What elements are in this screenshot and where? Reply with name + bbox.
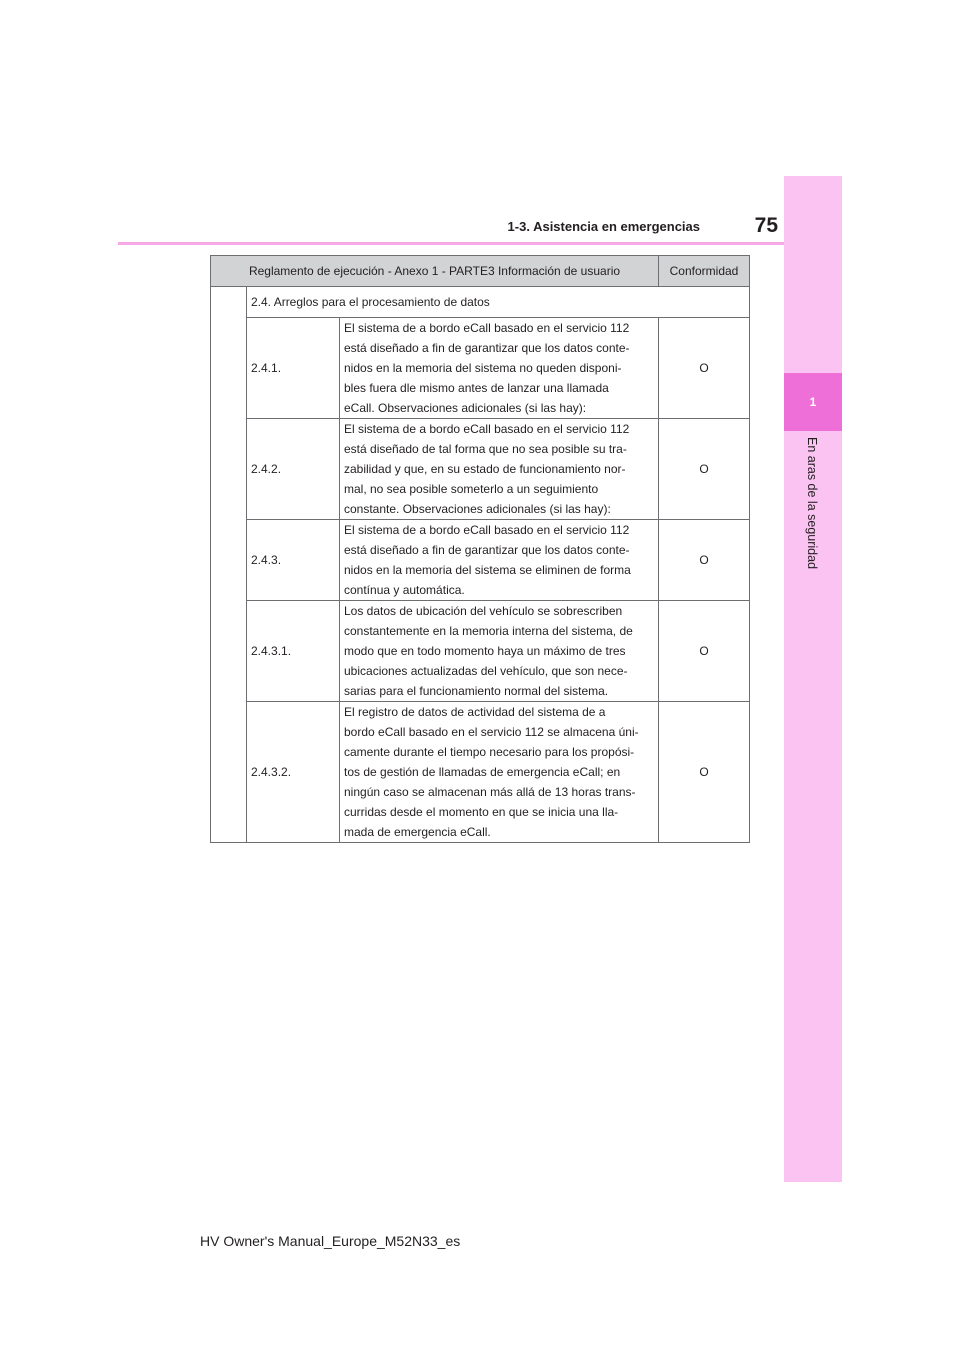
indent-cell	[211, 287, 247, 843]
description-line: curridas desde el momento en que se inicia una lla-	[344, 805, 619, 819]
page-number: 75	[754, 214, 778, 237]
table-row	[211, 601, 750, 702]
description-line: bordo eCall basado en el servicio 112 se almacena úni-	[344, 725, 639, 739]
description-line: El sistema de a bordo eCall basado en el servicio 112	[344, 422, 630, 436]
table-row	[211, 318, 750, 419]
description-line: Los datos de ubicación del vehículo se sobrescriben	[344, 604, 623, 618]
side-tab	[784, 176, 842, 1182]
table-row	[211, 702, 750, 843]
description-line: está diseñado a fin de garantizar que los datos conte-	[344, 543, 630, 557]
description-line: está diseñado de tal forma que no sea posible su tra-	[344, 442, 627, 456]
conformity-mark: O	[659, 520, 750, 601]
clause-description	[340, 601, 659, 702]
conformity-table	[210, 255, 750, 843]
table-row	[211, 419, 750, 520]
conformity-mark: O	[659, 601, 750, 702]
clause-description	[340, 520, 659, 601]
conformity-mark: O	[659, 318, 750, 419]
subheading-cell: 2.4. Arreglos para el procesamiento de datos	[247, 287, 750, 318]
clause-number: 2.4.1.	[247, 318, 340, 419]
description-line: sarias para el funcionamiento normal del sistema.	[344, 684, 609, 698]
table-row	[211, 520, 750, 601]
clause-number: 2.4.3.1.	[247, 601, 340, 702]
footer-text: HV Owner's Manual_Europe_M52N33_es	[200, 1233, 461, 1249]
conformity-mark: O	[659, 702, 750, 843]
header-conformity: Conformidad	[659, 256, 750, 287]
description-line: camente durante el tiempo necesario para los propósi-	[344, 745, 635, 759]
section-title: 1-3. Asistencia en emergencias	[507, 219, 700, 234]
description-line: ningún caso se almacenan más allá de 13 horas trans-	[344, 785, 636, 799]
description-line: zabilidad y que, en su estado de funcionamiento nor-	[344, 462, 626, 476]
clause-description	[340, 318, 659, 419]
clause-description	[340, 702, 659, 843]
header-regulation: Reglamento de ejecución - Anexo 1 - PARTE3 Información de usuario	[211, 256, 659, 287]
description-line: eCall. Observaciones adicionales (si las hay):	[344, 401, 587, 415]
conformity-mark: O	[659, 419, 750, 520]
description-line: contínua y automática.	[344, 583, 465, 597]
description-line: tos de gestión de llamadas de emergencia eCall; en	[344, 765, 621, 779]
description-line: nidos en la memoria del sistema se eliminen de forma	[344, 563, 631, 577]
subheading-row	[211, 287, 750, 318]
description-line: constantemente en la memoria interna del sistema, de	[344, 624, 633, 638]
description-line: ubicaciones actualizadas del vehículo, que son nece-	[344, 664, 628, 678]
description-line: modo que en todo momento haya un máximo de tres	[344, 644, 626, 658]
clause-number: 2.4.3.2.	[247, 702, 340, 843]
table-header-row	[211, 256, 750, 287]
description-line: mada de emergencia eCall.	[344, 825, 491, 839]
chapter-number-tab: 1	[784, 373, 842, 431]
description-line: constante. Observaciones adicionales (si las hay):	[344, 502, 611, 516]
description-line: El sistema de a bordo eCall basado en el servicio 112	[344, 523, 630, 537]
description-line: está diseñado a fin de garantizar que los datos conte-	[344, 341, 630, 355]
clause-number: 2.4.3.	[247, 520, 340, 601]
description-line: bles fuera dle mismo antes de lanzar una llamada	[344, 381, 609, 395]
chapter-label-text: En aras de la seguridad	[805, 437, 819, 570]
clause-description	[340, 419, 659, 520]
description-line: El registro de datos de actividad del sistema de a	[344, 705, 606, 719]
description-line: nidos en la memoria del sistema no queden disponi-	[344, 361, 622, 375]
description-line: El sistema de a bordo eCall basado en el servicio 112	[344, 321, 630, 335]
clause-number: 2.4.2.	[247, 419, 340, 520]
header-divider	[118, 242, 784, 245]
description-line: mal, no sea posible someterlo a un seguimiento	[344, 482, 599, 496]
